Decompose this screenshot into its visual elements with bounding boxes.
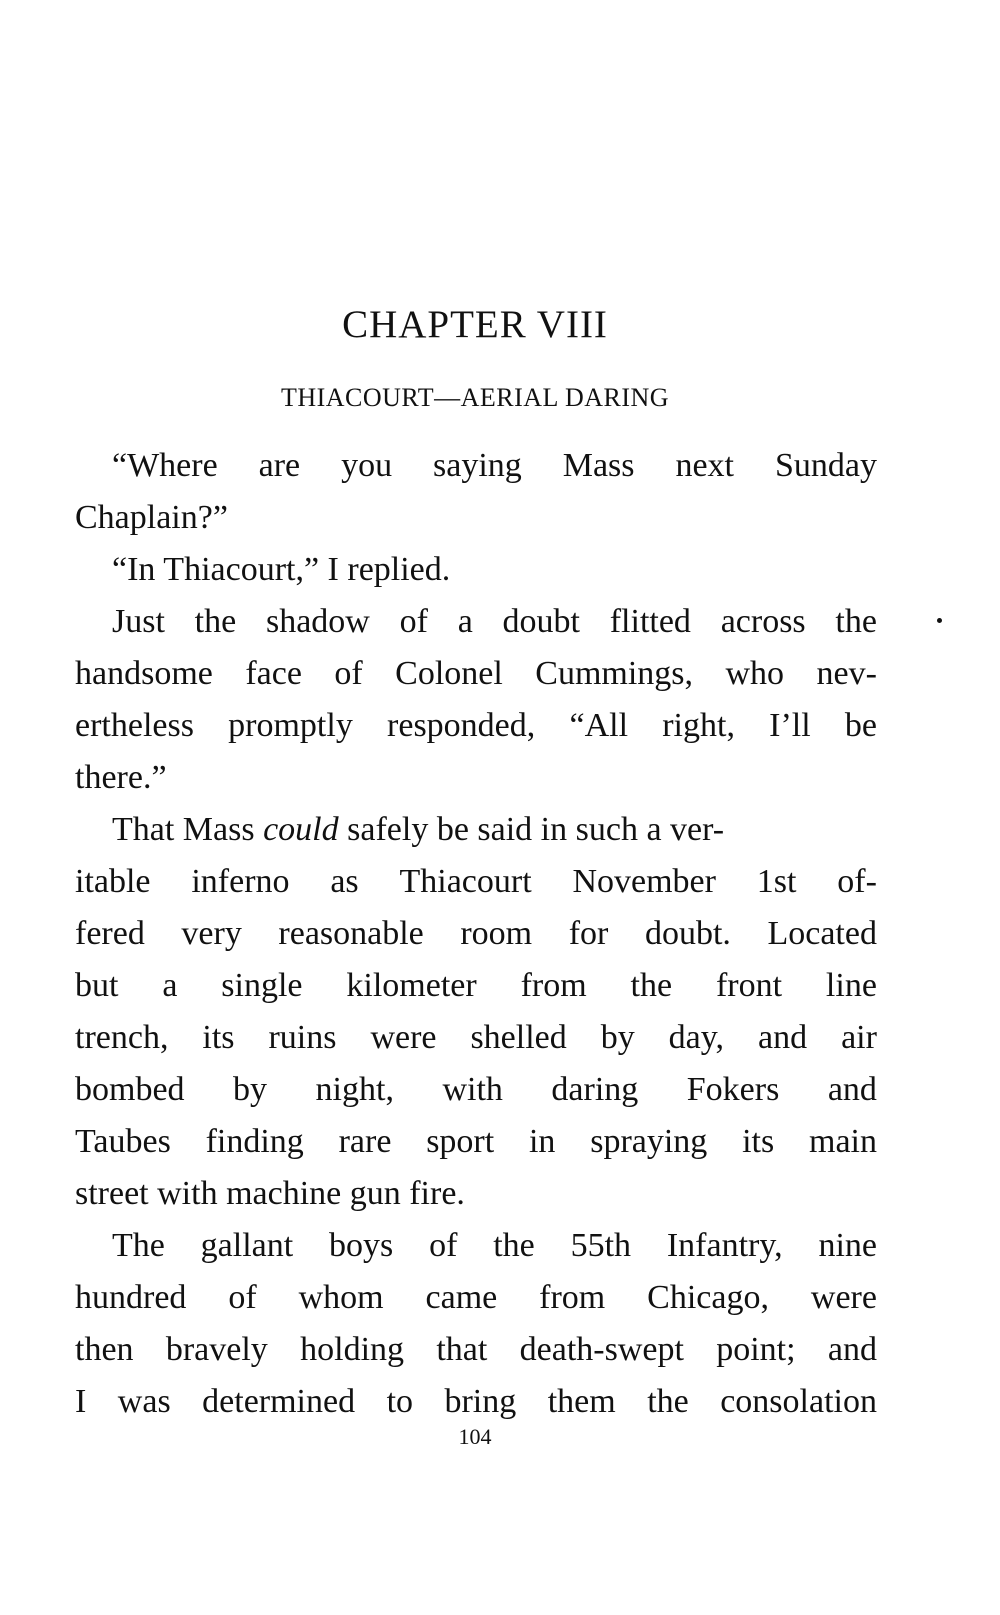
line-segment: safely be said in such a ver- [347, 811, 725, 848]
word: doubt [502, 603, 580, 640]
text-line [75, 1272, 877, 1324]
word: Chicago, [647, 1279, 769, 1316]
word: nev- [816, 655, 877, 692]
word: Colonel [395, 655, 503, 692]
word: ruins [268, 1019, 337, 1056]
word: from [539, 1279, 606, 1316]
word: in [528, 1123, 556, 1160]
word: reasonable [278, 915, 424, 952]
word: whom [298, 1279, 384, 1316]
word: point; [716, 1331, 796, 1368]
word: single [221, 967, 303, 1004]
word: The [112, 1227, 165, 1264]
word: air [841, 1019, 877, 1056]
word: to [386, 1383, 414, 1420]
word: a [162, 967, 178, 1004]
word: the [194, 603, 237, 640]
word: 55th [570, 1227, 632, 1264]
word: hundred [75, 1279, 187, 1316]
word: the [835, 603, 877, 640]
word: from [520, 967, 587, 1004]
line-text [112, 804, 724, 856]
word: bombed [75, 1071, 185, 1108]
word: “All [569, 707, 629, 744]
word: holding [300, 1331, 405, 1368]
word: I [75, 1383, 87, 1420]
word: promptly [228, 707, 353, 744]
word: sport [426, 1123, 495, 1160]
word: and [758, 1019, 808, 1056]
word: front [715, 967, 783, 1004]
word: Thiacourt [399, 863, 532, 900]
word: Located [767, 915, 877, 952]
word: line [825, 967, 877, 1004]
word: but [75, 967, 119, 1004]
word: of- [837, 863, 877, 900]
word: shelled [470, 1019, 567, 1056]
word: and [827, 1071, 877, 1108]
word: death-swept [519, 1331, 684, 1368]
word: with [442, 1071, 503, 1108]
word: room [460, 915, 533, 952]
text-line [75, 804, 877, 856]
chapter-title: THIACOURT—AERIAL DARING [280, 383, 670, 412]
word: Fokers [686, 1071, 780, 1108]
word: were [810, 1279, 877, 1316]
text-line [75, 1324, 877, 1376]
word: are [258, 447, 301, 484]
text-line [75, 856, 877, 908]
page-number: 104 [458, 1424, 492, 1449]
word: of [399, 603, 428, 640]
word: the [630, 967, 673, 1004]
word: determined [202, 1383, 356, 1420]
word: main [809, 1123, 877, 1160]
word: who [725, 655, 785, 692]
word: was [117, 1383, 171, 1420]
word: spraying [590, 1123, 708, 1160]
text-line [75, 1064, 877, 1116]
text-line [75, 492, 877, 544]
word: Infantry, [666, 1227, 783, 1264]
text-line [75, 1376, 877, 1428]
word: of [429, 1227, 458, 1264]
word: Taubes [75, 1123, 171, 1160]
text-line [75, 596, 877, 648]
word: Mass [562, 447, 635, 484]
text-line [75, 1012, 877, 1064]
word: of [334, 655, 363, 692]
word: doubt. [644, 915, 731, 952]
line-text: “In Thiacourt,” I replied. [112, 551, 451, 588]
word: by [233, 1071, 268, 1108]
word: bring [444, 1383, 517, 1420]
margin-dot [937, 618, 942, 623]
word: then [75, 1331, 134, 1368]
word: I’ll [769, 707, 811, 744]
word: Cummings, [535, 655, 694, 692]
word: 1st [756, 863, 797, 900]
italic-word: could [263, 811, 339, 848]
word: day, [668, 1019, 725, 1056]
word: by [600, 1019, 635, 1056]
line-text: Chaplain?” [75, 499, 228, 536]
word: right, [662, 707, 735, 744]
word: its [742, 1123, 775, 1160]
body-text [75, 440, 877, 1428]
word: flitted [609, 603, 691, 640]
word: of [228, 1279, 257, 1316]
word: trench, [75, 1019, 169, 1056]
text-line [75, 1168, 877, 1220]
line-segment: That Mass [112, 811, 255, 848]
chapter-number: CHAPTER VIII [342, 303, 608, 346]
word: November [572, 863, 716, 900]
word: for [568, 915, 609, 952]
word: a [457, 603, 473, 640]
word: its [202, 1019, 235, 1056]
word: next [675, 447, 735, 484]
word: saying [433, 447, 522, 484]
word: them [547, 1383, 616, 1420]
text-line [75, 1116, 877, 1168]
word: shadow [265, 603, 370, 640]
text-line [75, 960, 877, 1012]
text-line [75, 752, 877, 804]
word: gallant [200, 1227, 294, 1264]
word: night, [315, 1071, 394, 1108]
text-line [75, 440, 877, 492]
word: be [844, 707, 877, 744]
word: handsome [75, 655, 213, 692]
word: the [647, 1383, 689, 1420]
word: boys [329, 1227, 394, 1264]
line-text: street with machine gun fire. [75, 1175, 465, 1212]
word: rare [338, 1123, 392, 1160]
word: were [370, 1019, 437, 1056]
word: kilometer [346, 967, 477, 1004]
word: you [341, 447, 393, 484]
word: inferno [191, 863, 290, 900]
word: face [245, 655, 302, 692]
word: very [181, 915, 242, 952]
word: nine [818, 1227, 877, 1264]
word: as [330, 863, 359, 900]
word: fered [75, 915, 145, 952]
word: daring [551, 1071, 639, 1108]
word: itable [75, 863, 151, 900]
word: Just [112, 603, 165, 640]
text-line [75, 908, 877, 960]
text-line [75, 1220, 877, 1272]
word: bravely [165, 1331, 268, 1368]
word: ertheless [75, 707, 194, 744]
word: finding [205, 1123, 304, 1160]
word: Sunday [774, 447, 877, 484]
word: consolation [720, 1383, 877, 1420]
line-text: there.” [75, 759, 167, 796]
word: came [425, 1279, 498, 1316]
word: responded, [387, 707, 536, 744]
text-line [75, 544, 877, 596]
text-line [75, 648, 877, 700]
word: that [436, 1331, 488, 1368]
text-line [75, 700, 877, 752]
word: the [493, 1227, 535, 1264]
word: and [827, 1331, 877, 1368]
word: across [720, 603, 806, 640]
word: “Where [112, 447, 218, 484]
